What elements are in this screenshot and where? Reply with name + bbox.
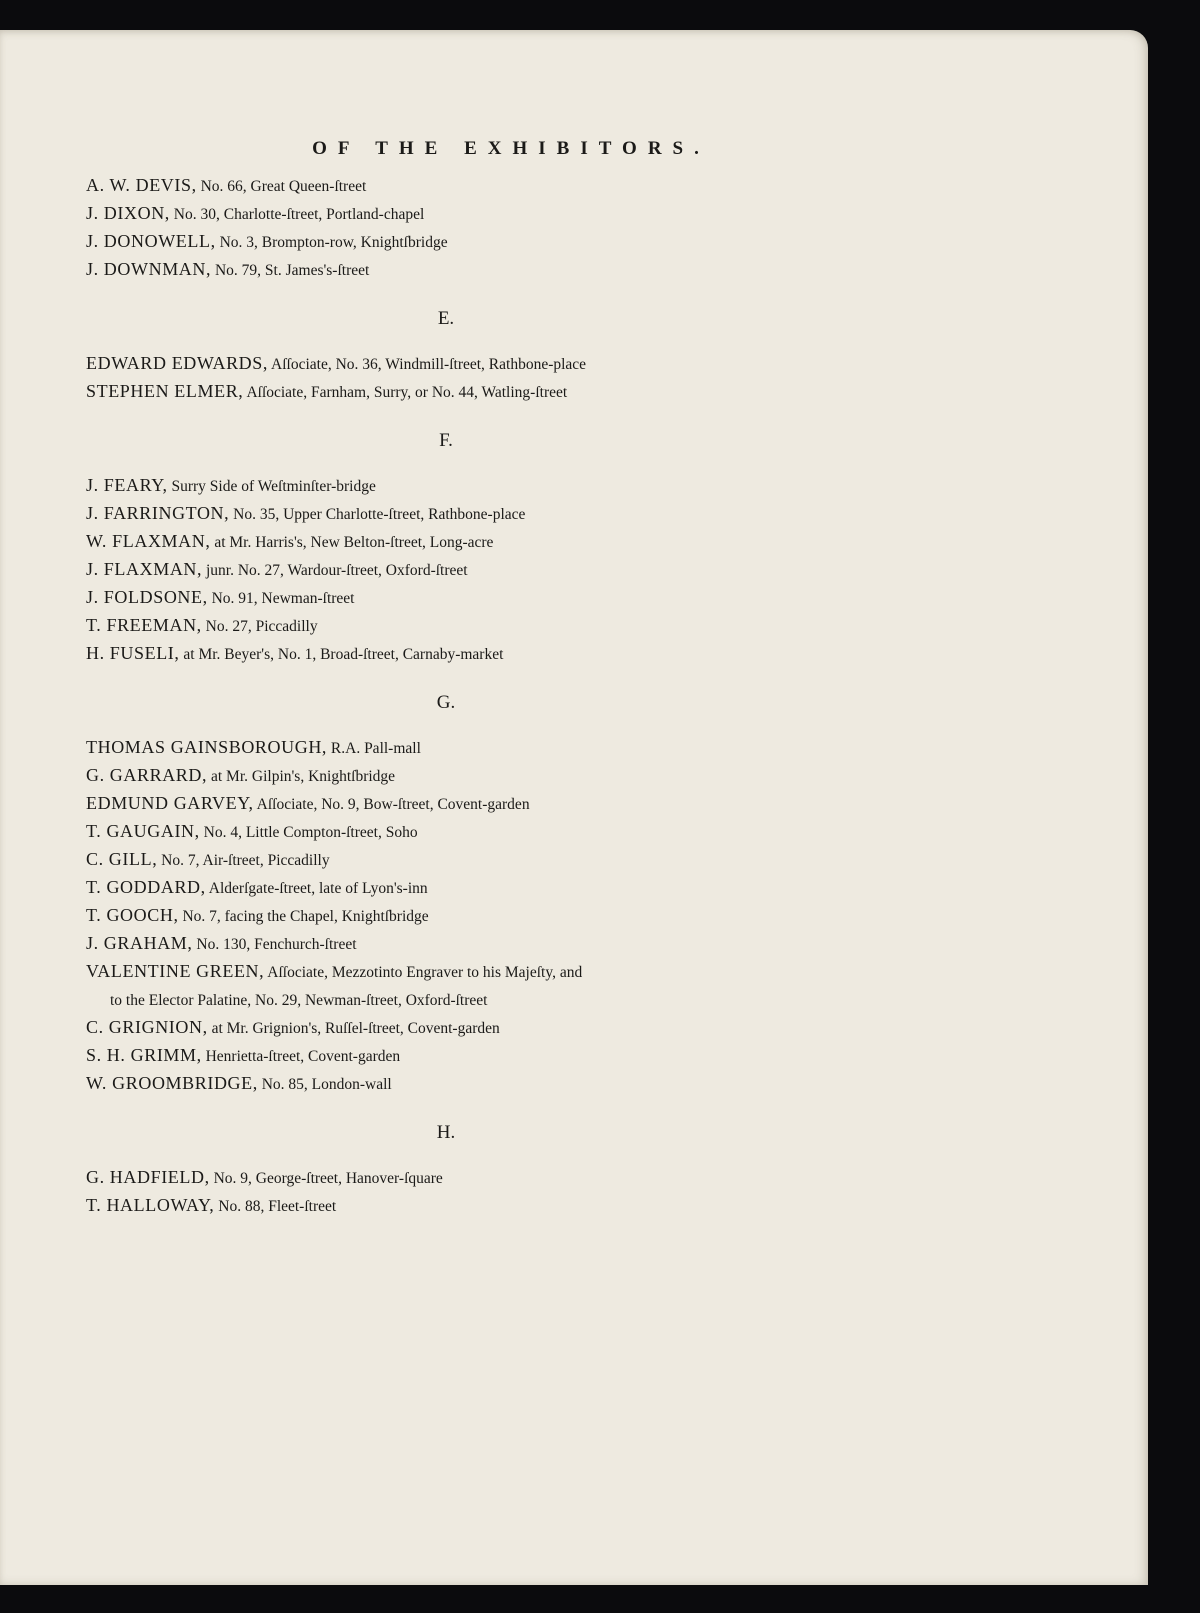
list-item (86, 930, 806, 958)
exhibitor-name: T. GODDARD, (86, 877, 206, 897)
exhibitor-name: W. GROOMBRIDGE, (86, 1073, 258, 1093)
exhibitor-name: J. FEARY, (86, 475, 168, 495)
list-item (86, 350, 806, 378)
list-item (86, 874, 806, 902)
list-item (86, 846, 806, 874)
section-f (86, 430, 806, 668)
exhibitor-address: No. 66, Great Queen-ſtreet (200, 178, 367, 195)
exhibitor-name: STEPHEN ELMER, (86, 381, 244, 401)
section-letter: E. (437, 308, 455, 329)
exhibitor-name: G. GARRARD, (86, 765, 208, 785)
list-item (86, 1014, 806, 1042)
list-item-continuation (86, 986, 806, 1014)
exhibitor-name: J. DOWNMAN, (86, 259, 212, 279)
exhibitor-address: Aſſociate, No. 36, Windmill-ſtreet, Rathbone-place (271, 356, 587, 373)
exhibitor-name: T. FREEMAN, (86, 615, 202, 635)
exhibitor-name: W. FLAXMAN, (86, 531, 211, 551)
exhibitor-name: EDWARD EDWARDS, (86, 353, 268, 373)
list-item (86, 584, 806, 612)
list-item (86, 500, 806, 528)
list-item (86, 734, 806, 762)
section-d (86, 172, 806, 284)
exhibitor-address: Surry Side of Weſtminſter-bridge (171, 478, 376, 495)
exhibitor-address: R.A. Pall-mall (330, 740, 421, 757)
exhibitor-address: No. 7, facing the Chapel, Knightſbridge (182, 908, 429, 925)
list-item (86, 790, 806, 818)
exhibitor-address: No. 27, Piccadilly (205, 618, 318, 635)
exhibitor-address: No. 4, Little Compton-ſtreet, Soho (203, 824, 418, 841)
exhibitor-address: Aſſociate, No. 9, Bow-ſtreet, Covent-garden (256, 796, 530, 813)
list-item (86, 762, 806, 790)
exhibitor-address: at Mr. Grignion's, Ruſſel-ſtreet, Covent-garden (211, 1020, 500, 1037)
list-item (86, 958, 806, 986)
exhibitor-name: J. GRAHAM, (86, 933, 193, 953)
exhibitor-address: Alderſgate-ſtreet, late of Lyon's-inn (208, 880, 428, 897)
exhibitor-name: H. FUSELI, (86, 643, 180, 663)
list-item (86, 612, 806, 640)
exhibitor-address: No. 30, Charlotte-ſtreet, Portland-chapel (173, 206, 425, 223)
list-item (86, 528, 806, 556)
exhibitor-address: to the Elector Palatine, No. 29, Newman-ſtreet, Oxford-ſtreet (110, 992, 488, 1009)
list-item (86, 640, 806, 668)
section-letter: F. (439, 430, 453, 451)
exhibitor-name: THOMAS GAINSBOROUGH, (86, 737, 328, 757)
list-item (86, 1070, 806, 1098)
book-page (0, 30, 1148, 1585)
exhibitor-name: J. DONOWELL, (86, 231, 216, 251)
exhibitor-name: S. H. GRIMM, (86, 1045, 202, 1065)
exhibitor-name: G. HADFIELD, (86, 1167, 210, 1187)
exhibitor-address: No. 79, St. James's-ſtreet (214, 262, 370, 279)
list-item (86, 1164, 806, 1192)
exhibitor-name: EDMUND GARVEY, (86, 793, 254, 813)
list-item (86, 378, 806, 406)
list-item (86, 1192, 806, 1220)
list-item (86, 818, 806, 846)
section-h (86, 1122, 806, 1220)
exhibitor-address: No. 35, Upper Charlotte-ſtreet, Rathbone-place (233, 506, 526, 523)
exhibitor-name: T. GAUGAIN, (86, 821, 200, 841)
section-g (86, 692, 806, 1098)
exhibitor-name: T. HALLOWAY, (86, 1195, 215, 1215)
exhibitor-address: No. 91, Newman-ſtreet (211, 590, 355, 607)
section-e (86, 308, 806, 406)
section-letter: G. (436, 692, 456, 713)
exhibitor-address: at Mr. Gilpin's, Knightſbridge (211, 768, 396, 785)
exhibitor-address: Aſſociate, Mezzotinto Engraver to his Majeſty, and (267, 964, 583, 981)
list-item (86, 256, 806, 284)
exhibitor-name: J. FARRINGTON, (86, 503, 230, 523)
exhibitor-address: No. 7, Air-ſtreet, Piccadilly (161, 852, 330, 869)
list-item (86, 556, 806, 584)
exhibitor-address: junr. No. 27, Wardour-ſtreet, Oxford-ſtreet (206, 562, 468, 579)
exhibitor-list (86, 138, 806, 1220)
exhibitor-address: Henrietta-ſtreet, Covent-garden (205, 1048, 401, 1065)
exhibitor-address: No. 130, Fenchurch-ſtreet (196, 936, 357, 953)
exhibitor-name: A. W. DEVIS, (86, 175, 197, 195)
exhibitor-name: C. GILL, (86, 849, 158, 869)
list-item (86, 472, 806, 500)
exhibitor-name: VALENTINE GREEN, (86, 961, 265, 981)
list-item (86, 902, 806, 930)
exhibitor-address: Aſſociate, Farnham, Surry, or No. 44, Watling-ſtreet (246, 384, 568, 401)
list-item (86, 200, 806, 228)
exhibitor-name: T. GOOCH, (86, 905, 179, 925)
page-header: OF THE EXHIBITORS. (312, 138, 710, 159)
exhibitor-address: No. 9, George-ſtreet, Hanover-ſquare (213, 1170, 443, 1187)
exhibitor-address: No. 85, London-wall (261, 1076, 392, 1093)
exhibitor-name: J. FOLDSONE, (86, 587, 208, 607)
section-letter: H. (436, 1122, 456, 1143)
exhibitor-name: C. GRIGNION, (86, 1017, 208, 1037)
exhibitor-address: No. 88, Fleet-ſtreet (218, 1198, 337, 1215)
list-item (86, 172, 806, 200)
list-item (86, 228, 806, 256)
list-item (86, 1042, 806, 1070)
exhibitor-name: J. FLAXMAN, (86, 559, 203, 579)
exhibitor-address: at Mr. Beyer's, No. 1, Broad-ſtreet, Carnaby-market (183, 646, 504, 663)
exhibitor-name: J. DIXON, (86, 203, 170, 223)
exhibitor-address: at Mr. Harris's, New Belton-ſtreet, Long-acre (214, 534, 494, 551)
exhibitor-address: No. 3, Brompton-row, Knightſbridge (219, 234, 448, 251)
